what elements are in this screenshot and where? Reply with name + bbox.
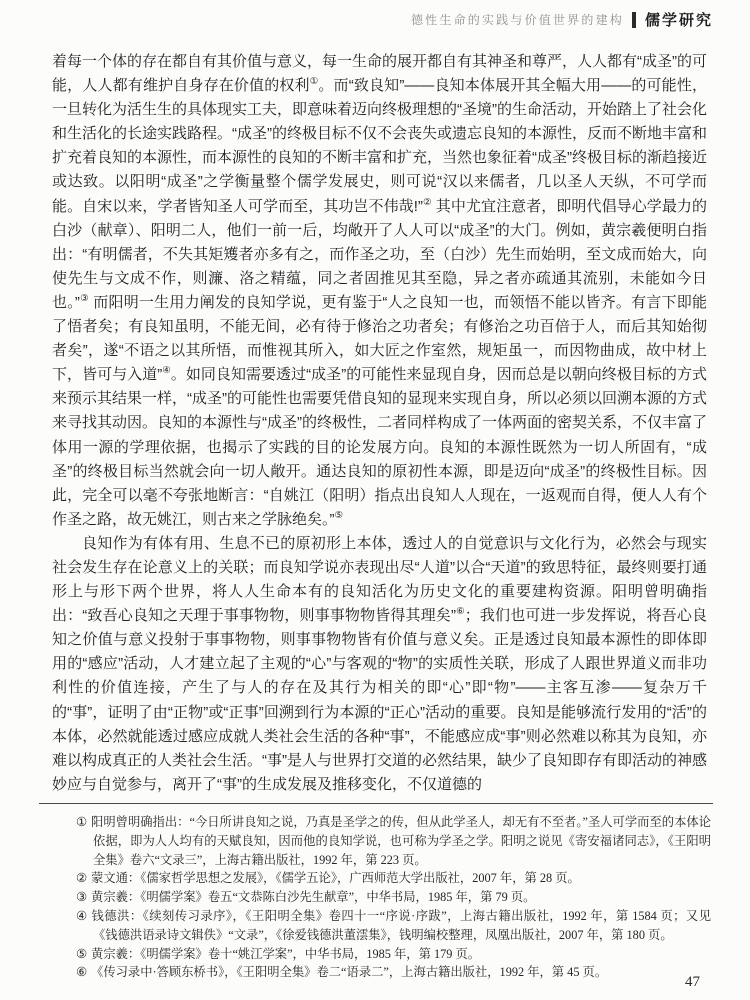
footnote-separator [39, 803, 713, 804]
header-divider-bar [632, 12, 636, 28]
footnote-number: ⑤ [76, 946, 88, 961]
footnote-number: ① [76, 815, 88, 829]
paragraph-1: 着每一个体的存在都自有其价值与意义，每一生命的展开都自有其神圣和尊严，人人都有“成圣”的可能，人人都有维护自身存在价值的权利①。而“致良知”——良知本体展开其全幅大用——的可能性，一旦转化为活生生的具体现实工夫，即意味着迈向终极理想的“圣境”的生命活动，开始踏上了社会化和生活化的长途实践路程。“成圣”的终极目标不仅不会丧失或遗忘良知的本源性，反而不断地丰富和扩充着良知的本源性，而本源性的良知的不断丰富和扩充，当然也象征着“成圣”终极目标的渐趋接近或达致。以阳明“成圣”之学衡量整个儒学发展史，则可说“汉以来儒者，几以圣人天纵，不可学而能。自宋以来，学者皆知圣人可学而至，其功岂不伟哉!”② 其中尤宜注意者，即明代倡导心学最力的白沙（献章）、阳明二人，他们一前一后，均敞开了人人可以“成圣”的大门。例如，黄宗羲便明白指出：“有明儒者，不失其矩矱者亦多有之，而作圣之功，至（白沙）先生而始明，至文成而始大，向使先生与文成不作，则濂、洛之精蕴，同之者固推见其至隐，异之者亦疏通其流别，未能如今日也。”③ 而阳明一生用力阐发的良知学说，更有鉴于“人之良知一也，而领悟不能以皆齐。有言下即能了悟者矣；有良知虽明，不能无间，必有待于修治之功者矣；有修治之功百倍于人，而后其知始彻者矣”，遂“不语之以其所悟，而惟视其所入，如大匠之作室然，规矩虽一，而因物曲成，故中材上下，皆可与入道”④。如同良知需要透过“成圣”的可能性来显现自身，因而总是以朝向终极目标的方式来预示其结果一样，“成圣”的可能性也需要凭借良知的显现来实现自身，所以必须以回溯本源的方式来寻找其动因。良知的本源性与“成圣”的终极性，二者同样构成了一体两面的密契关系，不仅丰富了体用一源的学理依据，也揭示了实践的目的论发展方向。良知的本源性既然为一切人所固有，“成圣”的终极目标当然就会向一切人敞开。通达良知的原初性本源，即是迈向“成圣”的终极性目标。因此，完全可以毫不夸张地断言：“自姚江（阳明）指点出良知人人现在，一返观而自得，便人人有个作圣之路，故无姚江，则古来之学脉绝矣。”⑤ [52, 53, 707, 528]
footnotes-section [76, 813, 711, 982]
page-header [411, 9, 713, 30]
page-number: 47 [685, 974, 700, 990]
footnote-number: ⑥ [76, 965, 88, 980]
footnote-ref-superscript: ④ [162, 365, 171, 377]
footnote-ref-superscript: ① [309, 76, 319, 88]
footnote-ref-superscript: ③ [79, 292, 89, 304]
footnote-number: ④ [76, 908, 88, 923]
paragraph-2: 良知作为有体有用、生息不已的原初形上本体，透过人的自觉意识与文化行为，必然会与现实社会发生存在论意义上的关联；而良知学说亦表现出尽“人道”以合“天道”的致思特征，最终则要打通形上与形下两个世界，将人人生命本有的良知活化为历史文化的重要建构资源。阳明曾明确指出：“致吾心良知之天理于事事物物，则事事物物皆得其理矣”⑥；我们也可进一步发挥说，将吾心良知之价值与意义投射于事事物物，则事事物物皆有价值与意义矣。正是透过良知最本源性的即体即用的“感应”活动，人才建立起了主观的“心”与客观的“物”的实质性关联，形成了人跟世界道义而非功利性的价值连接，产生了与人的存在及其行为相关的即“心”即“物”——主客互渗——复杂万千的“事”，证明了由“正物”或“正事”回溯到行为本源的“正心”活动的重要。良知是能够流行发用的“活”的本体，必然就能透过感应成就人类社会生活的各种“事”，不能感应成“事”则必然难以称其为良知，亦难以构成真正的人类社会生活。“事”是人与世界打交道的必然结果，缺少了良知即存有即活动的神感妙应与自觉参与，离开了“事”的生成发展及推移变化，不仅道德的 [52, 534, 707, 793]
footnote-text: 《传习录中·答顾东桥书》，《王阳明全集》卷二“语录二”，上海古籍出版社，1992 年，第 45 页。 [91, 965, 608, 980]
footnote-item [76, 888, 711, 907]
footnote-text: 阳明曾明确指出：“今日所讲良知之说，乃真是圣学之的传，但从此学圣人，却无有不至者。”圣人可学而至的本体论依据，即为人人均有的天赋良知，因而他的良知学说，也可称为学圣之学。阳明之说见《寄安福诸同志》，《王阳明全集》卷六“文录三”，上海古籍出版社，1992 年，第 223 页。 [91, 815, 711, 867]
footnote-text: 钱德洪：《续刻传习录序》，《王阳明全集》卷四十一“序说·序跋”，上海古籍出版社，1992 年，第 1584 页；又见《钱德洪语录诗文辑佚》“文录”，《徐爱钱德洪董澐集》，钱明编校整理，凤凰出版社，2007 年，第 180 页。 [91, 908, 711, 942]
footnote-item [76, 963, 711, 982]
footnote-item [76, 813, 711, 869]
footnote-number: ② [76, 871, 88, 886]
footnote-text: 黄宗羲：《明儒学案》卷五“文恭陈白沙先生献章”，中华书局，1985 年，第 79 页。 [91, 890, 536, 905]
journal-title: 儒学研究 [644, 12, 713, 29]
footnote-item [76, 945, 711, 964]
footnote-ref-superscript: ⑥ [455, 606, 465, 618]
footnote-text: 黄宗羲：《明儒学案》卷十“姚江学案”，中华书局，1985 年，第 179 页。 [91, 946, 481, 961]
footnote-number: ③ [76, 890, 88, 905]
chapter-title: 德性生命的实践与价值世界的建构 [410, 13, 624, 27]
body-text [52, 50, 707, 797]
footnote-item [76, 907, 711, 945]
footnote-ref-superscript: ⑤ [334, 509, 344, 521]
footnote-text: 蒙文通：《儒家哲学思想之发展》，《儒学五论》，广西师范大学出版社，2007 年，第 28 页。 [91, 871, 580, 886]
footnote-ref-superscript: ② [422, 196, 432, 208]
footnote-item [76, 869, 711, 888]
